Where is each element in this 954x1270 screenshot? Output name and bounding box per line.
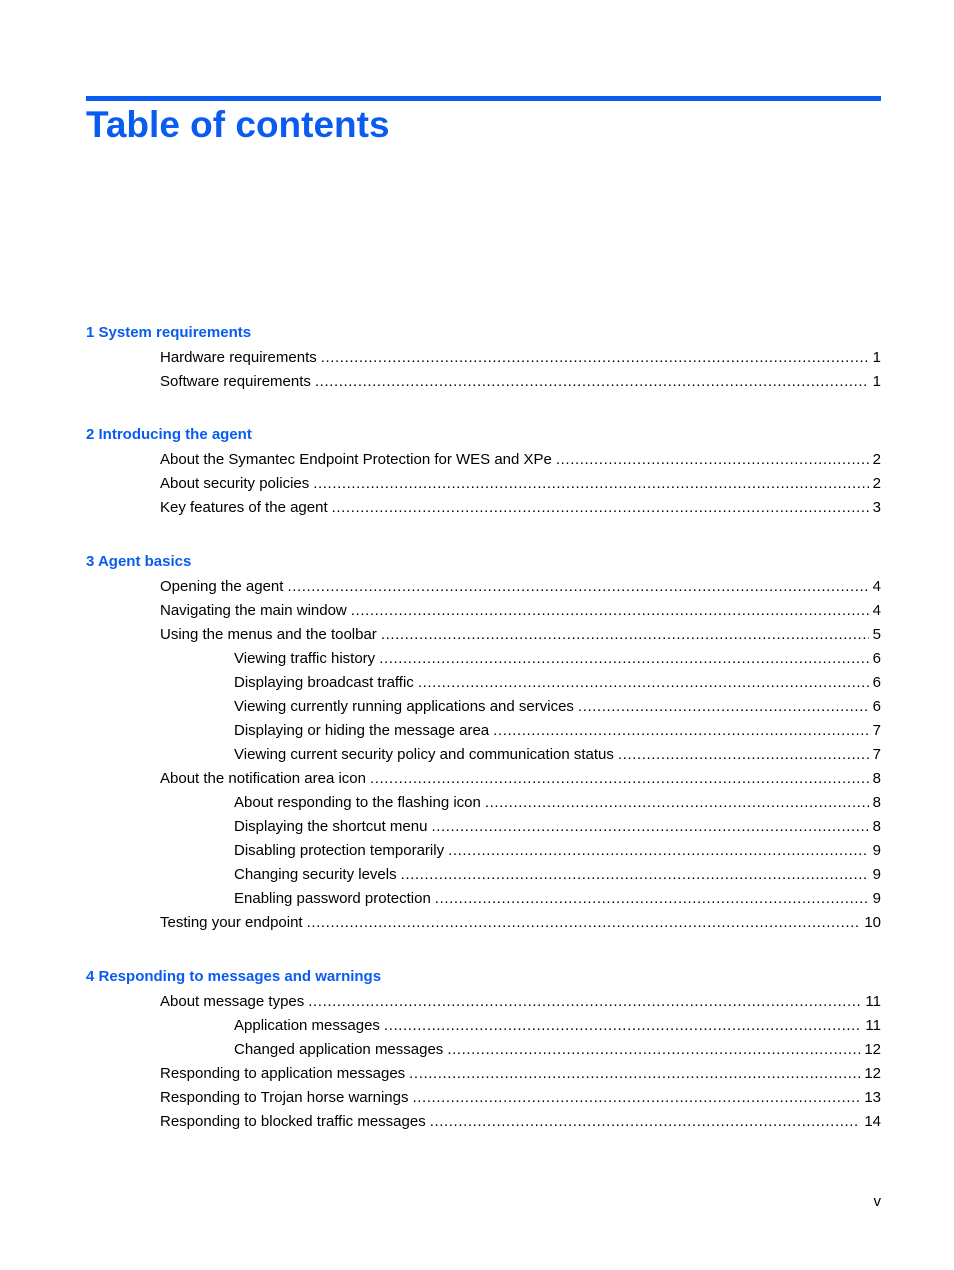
- toc-entry[interactable]: [160, 497, 881, 519]
- dot-leader: [435, 888, 869, 910]
- toc-entry[interactable]: [160, 347, 881, 369]
- toc-entry-title: Responding to blocked traffic messages: [160, 1113, 426, 1130]
- toc-entry-title: Using the menus and the toolbar: [160, 626, 377, 643]
- page-number: v: [873, 1193, 881, 1210]
- dot-leader: [447, 1039, 860, 1061]
- dot-leader: [379, 648, 868, 670]
- toc-entry[interactable]: [234, 792, 881, 814]
- toc-entry-title: Disabling protection temporarily: [234, 842, 445, 859]
- toc-entry-title: Changing security levels: [234, 866, 397, 883]
- toc-entry[interactable]: [234, 720, 881, 742]
- toc-entry[interactable]: [234, 696, 881, 718]
- chapter-heading[interactable]: 2 Introducing the agent: [86, 426, 252, 443]
- toc-entry-title: Displaying the shortcut menu: [234, 818, 428, 835]
- toc-entry[interactable]: [160, 912, 881, 934]
- dot-leader: [287, 576, 868, 598]
- toc-entry[interactable]: [234, 888, 881, 910]
- toc-entry-title: Application messages: [234, 1017, 380, 1034]
- toc-entry[interactable]: [234, 648, 881, 670]
- toc-entry-page: 10: [864, 914, 881, 931]
- toc-entry-title: Software requirements: [160, 373, 311, 390]
- toc-entry[interactable]: [234, 864, 881, 886]
- toc-entry[interactable]: [234, 816, 881, 838]
- toc-entry-page: 13: [864, 1089, 881, 1106]
- toc-entry[interactable]: [160, 768, 881, 790]
- toc-entry-title: Responding to application messages: [160, 1065, 406, 1082]
- toc-entry[interactable]: [160, 371, 881, 393]
- chapter-heading[interactable]: 4 Responding to messages and warnings: [86, 968, 382, 985]
- toc-entry-title: Opening the agent: [160, 578, 284, 595]
- toc-entry[interactable]: [234, 840, 881, 862]
- dot-leader: [556, 449, 869, 471]
- toc-entry-title: About security policies: [160, 475, 310, 492]
- dot-leader: [418, 672, 869, 694]
- toc-entry-title: About message types: [160, 993, 305, 1010]
- toc-entry-page: 6: [872, 698, 881, 715]
- dot-leader: [618, 744, 869, 766]
- toc-entry-title: Displaying or hiding the message area: [234, 722, 490, 739]
- dot-leader: [412, 1087, 860, 1109]
- toc-entry-title: Hardware requirements: [160, 349, 317, 366]
- toc-entry-page: 1: [872, 373, 881, 390]
- toc-entry-page: 5: [872, 626, 881, 643]
- toc-entry[interactable]: [234, 744, 881, 766]
- toc-entry-page: 8: [872, 794, 881, 811]
- toc-entry-page: 2: [872, 451, 881, 468]
- toc-entry-page: 9: [872, 842, 881, 859]
- dot-leader: [409, 1063, 860, 1085]
- toc-entry-page: 4: [872, 578, 881, 595]
- toc-entry-title: Viewing current security policy and communication status: [234, 746, 614, 763]
- toc-entry-page: 11: [865, 1017, 881, 1034]
- toc-entry[interactable]: [160, 473, 881, 495]
- toc-entry[interactable]: [234, 1039, 881, 1061]
- dot-leader: [370, 768, 869, 790]
- toc-entry[interactable]: [160, 624, 881, 646]
- toc-entry-page: 12: [864, 1065, 881, 1082]
- toc-entry-title: Displaying broadcast traffic: [234, 674, 414, 691]
- dot-leader: [431, 816, 868, 838]
- toc-entry-page: 9: [872, 866, 881, 883]
- dot-leader: [448, 840, 869, 862]
- toc-entry-page: 9: [872, 890, 881, 907]
- page-title: Table of contents: [86, 104, 390, 145]
- dot-leader: [308, 991, 861, 1013]
- toc-entry-page: 8: [872, 770, 881, 787]
- toc-entry[interactable]: [160, 991, 881, 1013]
- toc-entry-title: About responding to the flashing icon: [234, 794, 481, 811]
- dot-leader: [313, 473, 868, 495]
- toc-entry-title: Viewing traffic history: [234, 650, 376, 667]
- toc-entry[interactable]: [160, 449, 881, 471]
- dot-leader: [493, 720, 869, 742]
- toc-entry-page: 7: [872, 746, 881, 763]
- dot-leader: [485, 792, 869, 814]
- toc-entry-title: Enabling password protection: [234, 890, 431, 907]
- toc-entry[interactable]: [160, 600, 881, 622]
- toc-entry-page: 4: [872, 602, 881, 619]
- toc-entry-page: 6: [872, 650, 881, 667]
- dot-leader: [430, 1111, 861, 1133]
- dot-leader: [321, 347, 869, 369]
- toc-entry-page: 12: [864, 1041, 881, 1058]
- toc-entry[interactable]: [234, 1015, 881, 1037]
- dot-leader: [351, 600, 869, 622]
- dot-leader: [307, 912, 861, 934]
- toc-entry[interactable]: [160, 1111, 881, 1133]
- toc-entry-title: Navigating the main window: [160, 602, 347, 619]
- toc-entry-title: About the notification area icon: [160, 770, 366, 787]
- toc-entry-page: 8: [872, 818, 881, 835]
- toc-entry-title: Viewing currently running applications and services: [234, 698, 574, 715]
- toc-entry[interactable]: [160, 1087, 881, 1109]
- toc-entry-title: Changed application messages: [234, 1041, 444, 1058]
- toc-entry-page: 3: [872, 499, 881, 516]
- toc-entry-page: 11: [865, 993, 881, 1010]
- toc-entry-page: 6: [872, 674, 881, 691]
- toc-entry-title: About the Symantec Endpoint Protection for WES and XPe: [160, 451, 552, 468]
- dot-leader: [578, 696, 869, 718]
- chapter-heading[interactable]: 3 Agent basics: [86, 553, 192, 570]
- dot-leader: [381, 624, 869, 646]
- toc-entry[interactable]: [160, 1063, 881, 1085]
- dot-leader: [315, 371, 869, 393]
- toc-entry-title: Testing your endpoint: [160, 914, 303, 931]
- toc-entry-page: 7: [872, 722, 881, 739]
- toc-entry-title: Responding to Trojan horse warnings: [160, 1089, 409, 1106]
- toc-entry-page: 14: [864, 1113, 881, 1130]
- toc-entry[interactable]: [234, 672, 881, 694]
- dot-leader: [384, 1015, 862, 1037]
- toc-entry-page: 1: [872, 349, 881, 366]
- chapter-heading[interactable]: 1 System requirements: [86, 324, 252, 341]
- dot-leader: [401, 864, 869, 886]
- dot-leader: [332, 497, 869, 519]
- toc-entry-page: 2: [872, 475, 881, 492]
- toc-entry[interactable]: [160, 576, 881, 598]
- toc-entry-title: Key features of the agent: [160, 499, 328, 516]
